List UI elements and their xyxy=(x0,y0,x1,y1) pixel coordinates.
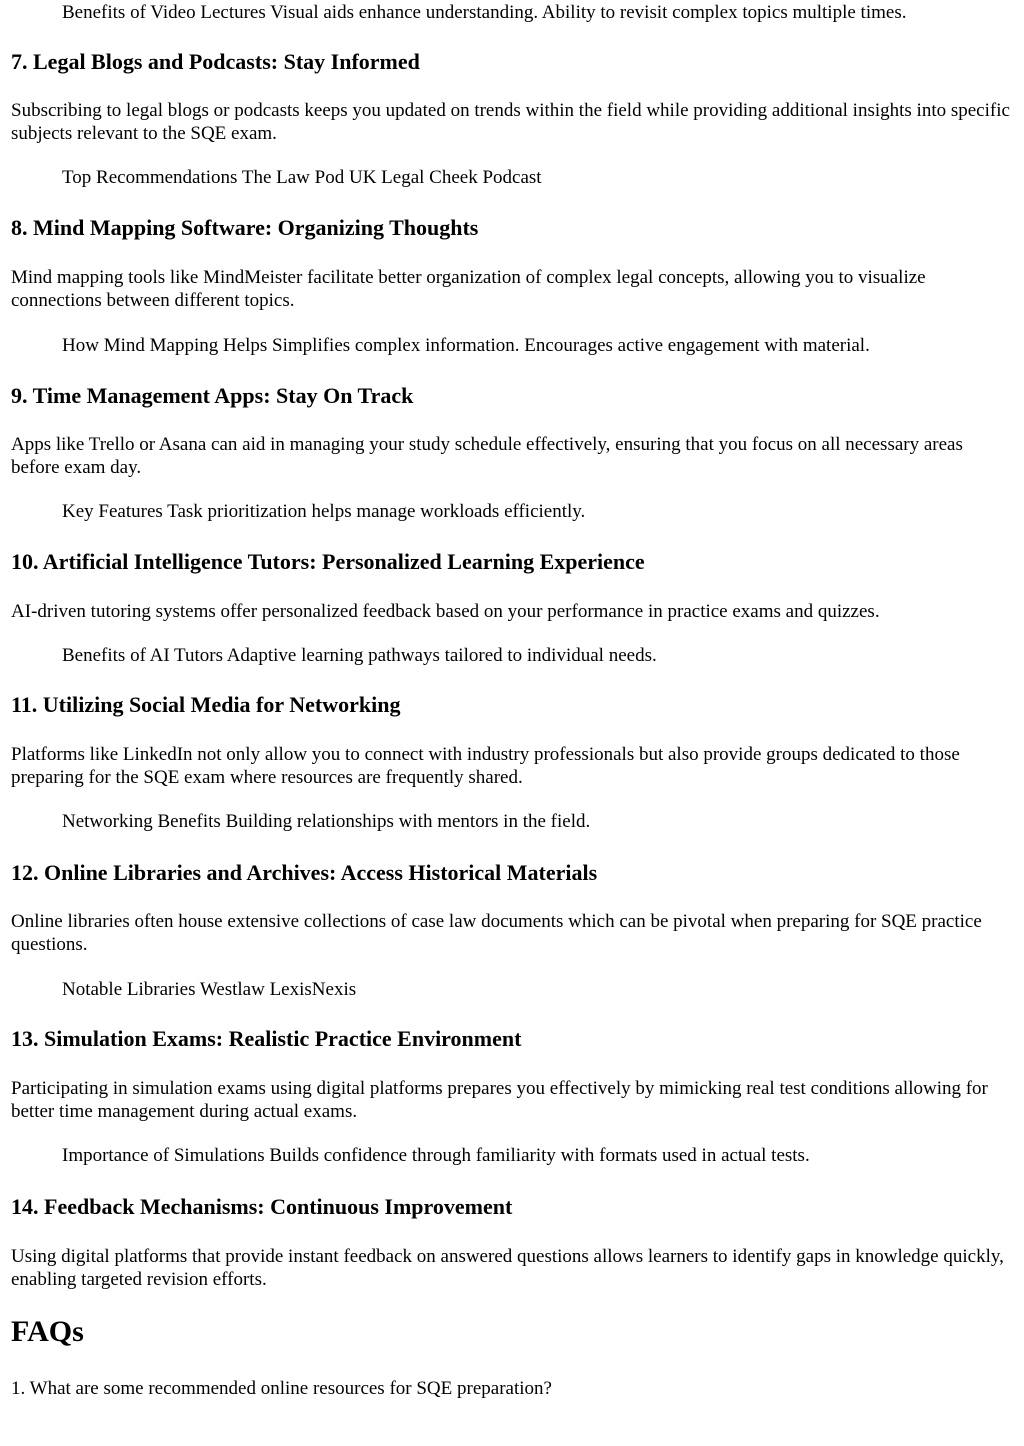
section-14-body: Using digital platforms that provide instant feedback on answered questions allows learners to identify gaps in knowledge quickly, enabling targeted revision efforts. xyxy=(11,1246,1004,1290)
section-13-highlight: Importance of Simulations Builds confidence through familiarity with formats used in actual tests. xyxy=(62,1145,810,1166)
section-8-highlight: How Mind Mapping Helps Simplifies complex information. Encourages active engagement with material. xyxy=(62,335,870,356)
section-11-heading: 11. Utilizing Social Media for Networking xyxy=(11,692,401,717)
section-8-heading: 8. Mind Mapping Software: Organizing Thoughts xyxy=(11,215,479,240)
section-9-heading: 9. Time Management Apps: Stay On Track xyxy=(11,383,414,408)
section-12-heading: 12. Online Libraries and Archives: Access Historical Materials xyxy=(11,860,598,885)
section-9-body: Apps like Trello or Asana can aid in managing your study schedule effectively, ensuring that you focus on all necessary areas before exam day. xyxy=(11,434,963,478)
video-lectures-highlight: Benefits of Video Lectures Visual aids enhance understanding. Ability to revisit complex topics multiple times. xyxy=(62,2,907,23)
section-11-highlight: Networking Benefits Building relationships with mentors in the field. xyxy=(62,811,591,832)
section-7-highlight: Top Recommendations The Law Pod UK Legal Cheek Podcast xyxy=(62,167,542,188)
section-14-heading: 14. Feedback Mechanisms: Continuous Improvement xyxy=(11,1194,513,1219)
section-12-highlight: Notable Libraries Westlaw LexisNexis xyxy=(62,979,357,1000)
section-8-body: Mind mapping tools like MindMeister facilitate better organization of complex legal concepts, allowing you to visualize connections between different topics. xyxy=(11,267,926,311)
section-10-heading: 10. Artificial Intelligence Tutors: Personalized Learning Experience xyxy=(11,549,645,574)
faq-question: 1. What are some recommended online resources for SQE preparation? xyxy=(11,1378,552,1399)
section-12-body: Online libraries often house extensive collections of case law documents which can be pivotal when preparing for SQE practice questions. xyxy=(11,911,982,955)
section-11-body: Platforms like LinkedIn not only allow you to connect with industry professionals but also provide groups dedicated to those preparing for the SQE exam where resources are frequently shared. xyxy=(11,744,960,788)
section-13-body: Participating in simulation exams using digital platforms prepares you effectively by mimicking real test conditions allowing for better time management during actual exams. xyxy=(11,1078,988,1122)
section-7-heading: 7. Legal Blogs and Podcasts: Stay Informed xyxy=(11,49,420,74)
section-13-heading: 13. Simulation Exams: Realistic Practice Environment xyxy=(11,1026,522,1051)
faqs-title: FAQs xyxy=(11,1315,84,1348)
section-7-body: Subscribing to legal blogs or podcasts keeps you updated on trends within the field while providing additional insights into specific subjects relevant to the SQE exam. xyxy=(11,100,1010,144)
section-10-highlight: Benefits of AI Tutors Adaptive learning pathways tailored to individual needs. xyxy=(62,645,657,666)
section-9-highlight: Key Features Task prioritization helps manage workloads efficiently. xyxy=(62,501,586,522)
section-10-body: AI-driven tutoring systems offer personalized feedback based on your performance in practice exams and quizzes. xyxy=(11,601,880,622)
